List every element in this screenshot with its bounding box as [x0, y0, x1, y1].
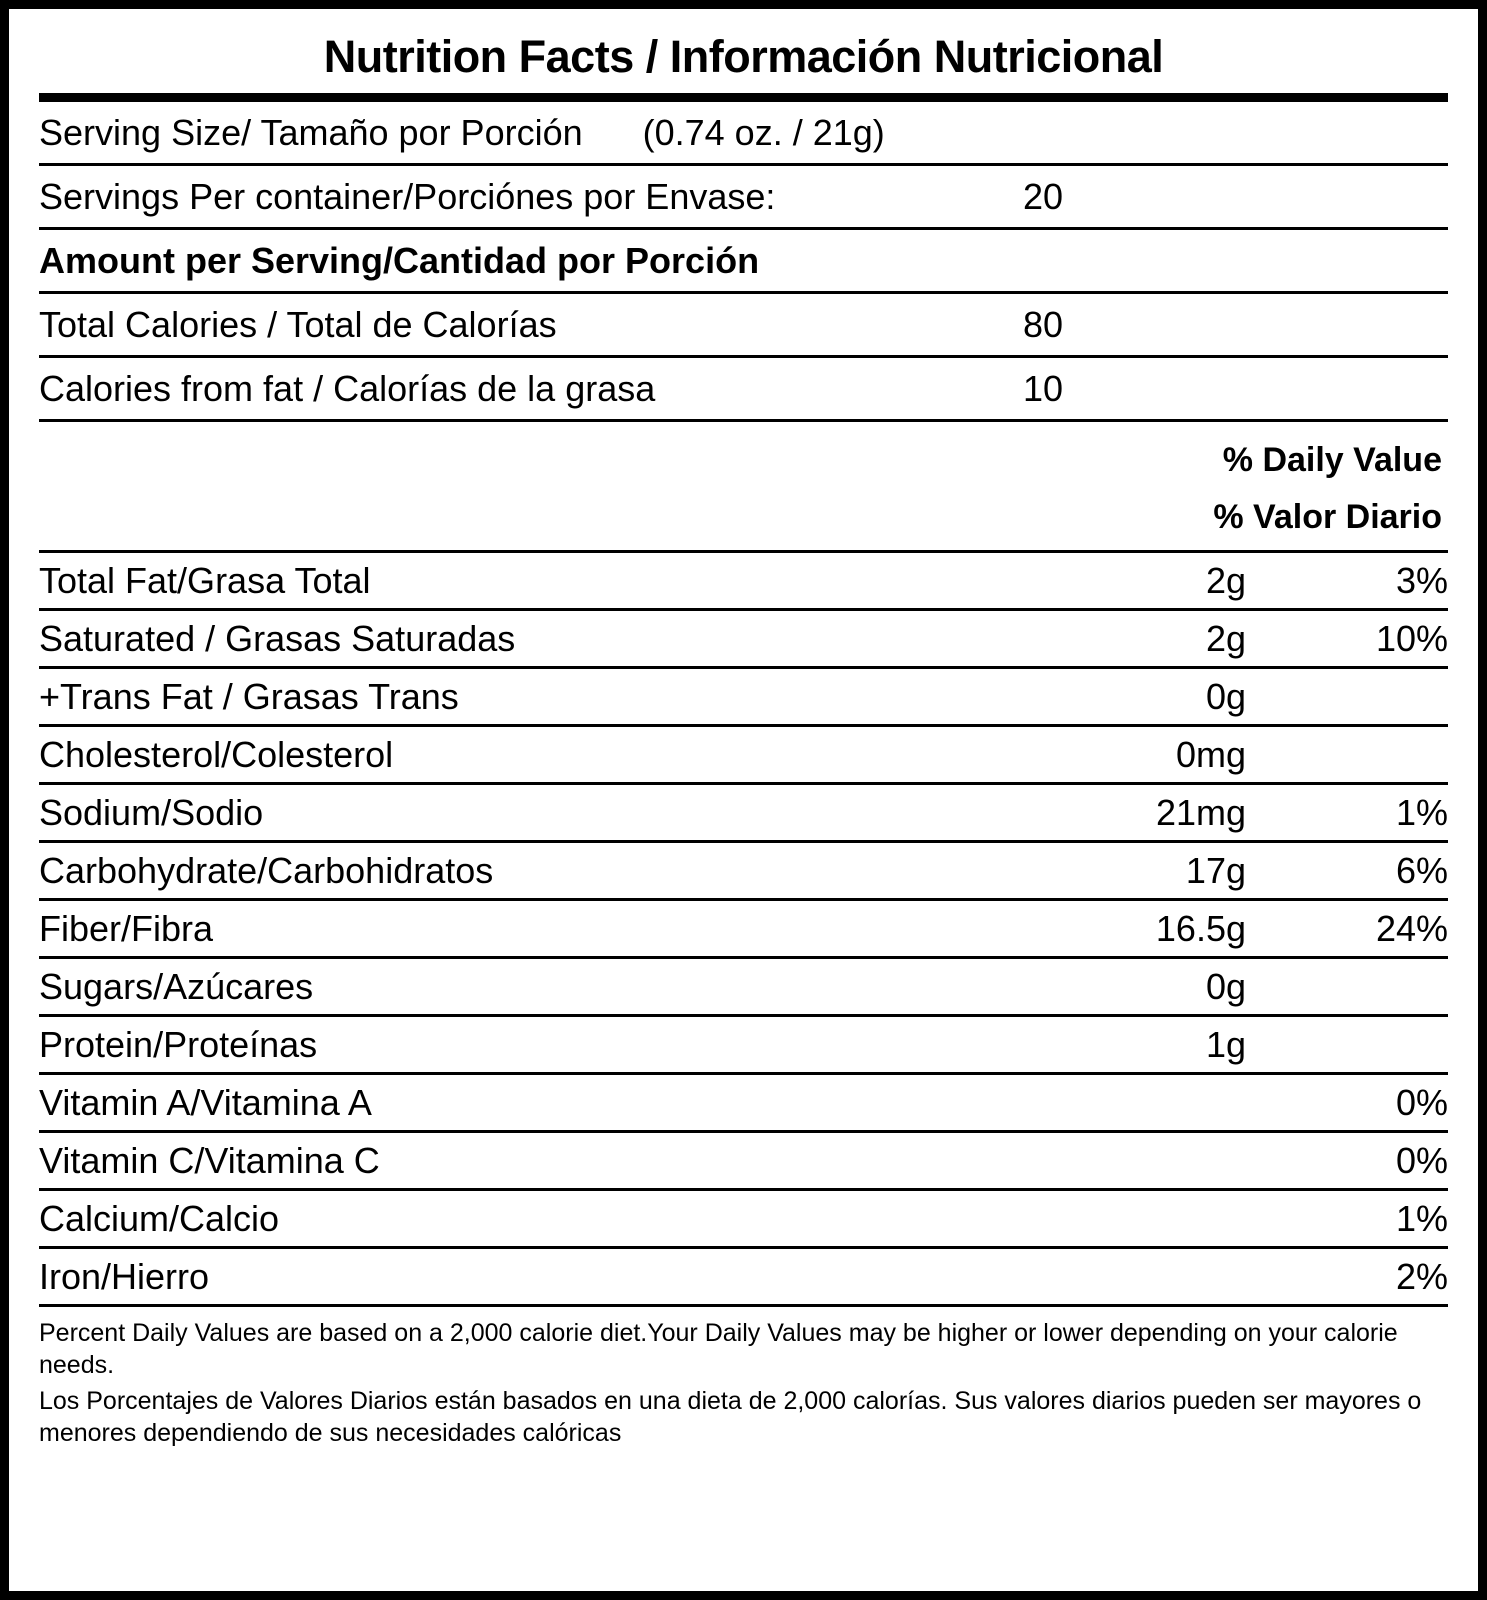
- nutrient-dv: 1%: [1395, 792, 1448, 834]
- amount-per-serving-heading: Amount per Serving/Cantidad por Porción: [39, 239, 760, 281]
- table-row: [39, 843, 1448, 898]
- servings-per-container-value: 20: [1023, 175, 1064, 217]
- nutrient-dv: 1%: [1395, 1198, 1448, 1240]
- nutrient-label: Vitamin C/Vitamina C: [39, 1140, 380, 1182]
- nutrient-amount: 21mg: [1155, 792, 1246, 834]
- calories-from-fat-label: Calories from fat / Calorías de la grasa: [39, 367, 656, 409]
- nutrient-dv: 2%: [1395, 1256, 1448, 1298]
- table-row: [39, 959, 1448, 1014]
- nutrient-label: Saturated / Grasas Saturadas: [39, 618, 516, 660]
- calories-from-fat-row: [39, 358, 1448, 419]
- nutrient-label: Iron/Hierro: [39, 1256, 210, 1298]
- nutrient-amount: 2g: [1205, 560, 1246, 602]
- table-row: [39, 669, 1448, 724]
- table-row: [39, 727, 1448, 782]
- nutrient-amount: 16.5g: [1155, 908, 1246, 950]
- total-calories-label: Total Calories / Total de Calorías: [39, 303, 557, 345]
- nutrient-label: +Trans Fat / Grasas Trans: [39, 676, 459, 718]
- nutrient-label: Total Fat/Grasa Total: [39, 560, 371, 602]
- total-calories-row: [39, 294, 1448, 355]
- table-row: [39, 1075, 1448, 1130]
- nutrient-amount: 0g: [1205, 676, 1246, 718]
- nutrient-label: Cholesterol/Colesterol: [39, 734, 394, 776]
- nutrient-label: Vitamin A/Vitamina A: [39, 1082, 372, 1124]
- table-row: [39, 611, 1448, 666]
- footnotes: [39, 1307, 1448, 1449]
- footnote-es: Los Porcentajes de Valores Diarios están basados en una dieta de 2,000 calorías. Sus valores diarios pueden ser mayores o menores dependiendo de sus necesidades calóricas: [39, 1387, 1422, 1448]
- servings-per-container-label: Servings Per container/Porciónes por Envase:: [39, 175, 776, 217]
- nutrient-amount: 0g: [1205, 966, 1246, 1008]
- nutrient-dv: 0%: [1395, 1082, 1448, 1124]
- table-row: [39, 901, 1448, 956]
- nutrient-amount: 1g: [1205, 1024, 1246, 1066]
- table-row: [39, 553, 1448, 608]
- divider-thick: [39, 93, 1448, 102]
- nutrient-label: Sodium/Sodio: [39, 792, 264, 834]
- nutrient-dv: 6%: [1395, 850, 1448, 892]
- table-row: [39, 1249, 1448, 1304]
- servings-per-container-row: [39, 166, 1448, 227]
- nutrient-dv: 10%: [1375, 618, 1448, 660]
- total-calories-value: 80: [1023, 303, 1064, 345]
- serving-size-label: Serving Size/ Tamaño por Porción: [39, 111, 583, 153]
- serving-size-row: [39, 102, 1448, 163]
- nutrient-label: Calcium/Calcio: [39, 1198, 280, 1240]
- nutrient-amount: 2g: [1205, 618, 1246, 660]
- table-row: [39, 1191, 1448, 1246]
- nutrient-amount: 17g: [1185, 850, 1246, 892]
- table-row: [39, 1133, 1448, 1188]
- nutrient-dv: 24%: [1375, 908, 1448, 950]
- footnote-en: Percent Daily Values are based on a 2,000 calorie diet.Your Daily Values may be higher or lower depending on your calorie needs.: [39, 1319, 1398, 1380]
- nutrient-label: Protein/Proteínas: [39, 1024, 318, 1066]
- panel-title: Nutrition Facts / Información Nutricional: [323, 31, 1164, 82]
- nutrient-amount: 0mg: [1175, 734, 1246, 776]
- table-row: [39, 785, 1448, 840]
- calories-from-fat-value: 10: [1023, 367, 1064, 409]
- table-row: [39, 1017, 1448, 1072]
- nutrient-dv: 3%: [1395, 560, 1448, 602]
- nutrient-label: Carbohydrate/Carbohidratos: [39, 850, 494, 892]
- nutrient-label: Sugars/Azúcares: [39, 966, 314, 1008]
- serving-size-value: (0.74 oz. / 21g): [642, 111, 885, 153]
- nutrient-label: Fiber/Fibra: [39, 908, 214, 950]
- nutrient-dv: 0%: [1395, 1140, 1448, 1182]
- daily-value-header-es: % Valor Diario: [1213, 498, 1442, 537]
- nutrient-rows: [39, 553, 1448, 1307]
- daily-value-header: [39, 422, 1448, 551]
- daily-value-header-en: % Daily Value: [1222, 440, 1442, 479]
